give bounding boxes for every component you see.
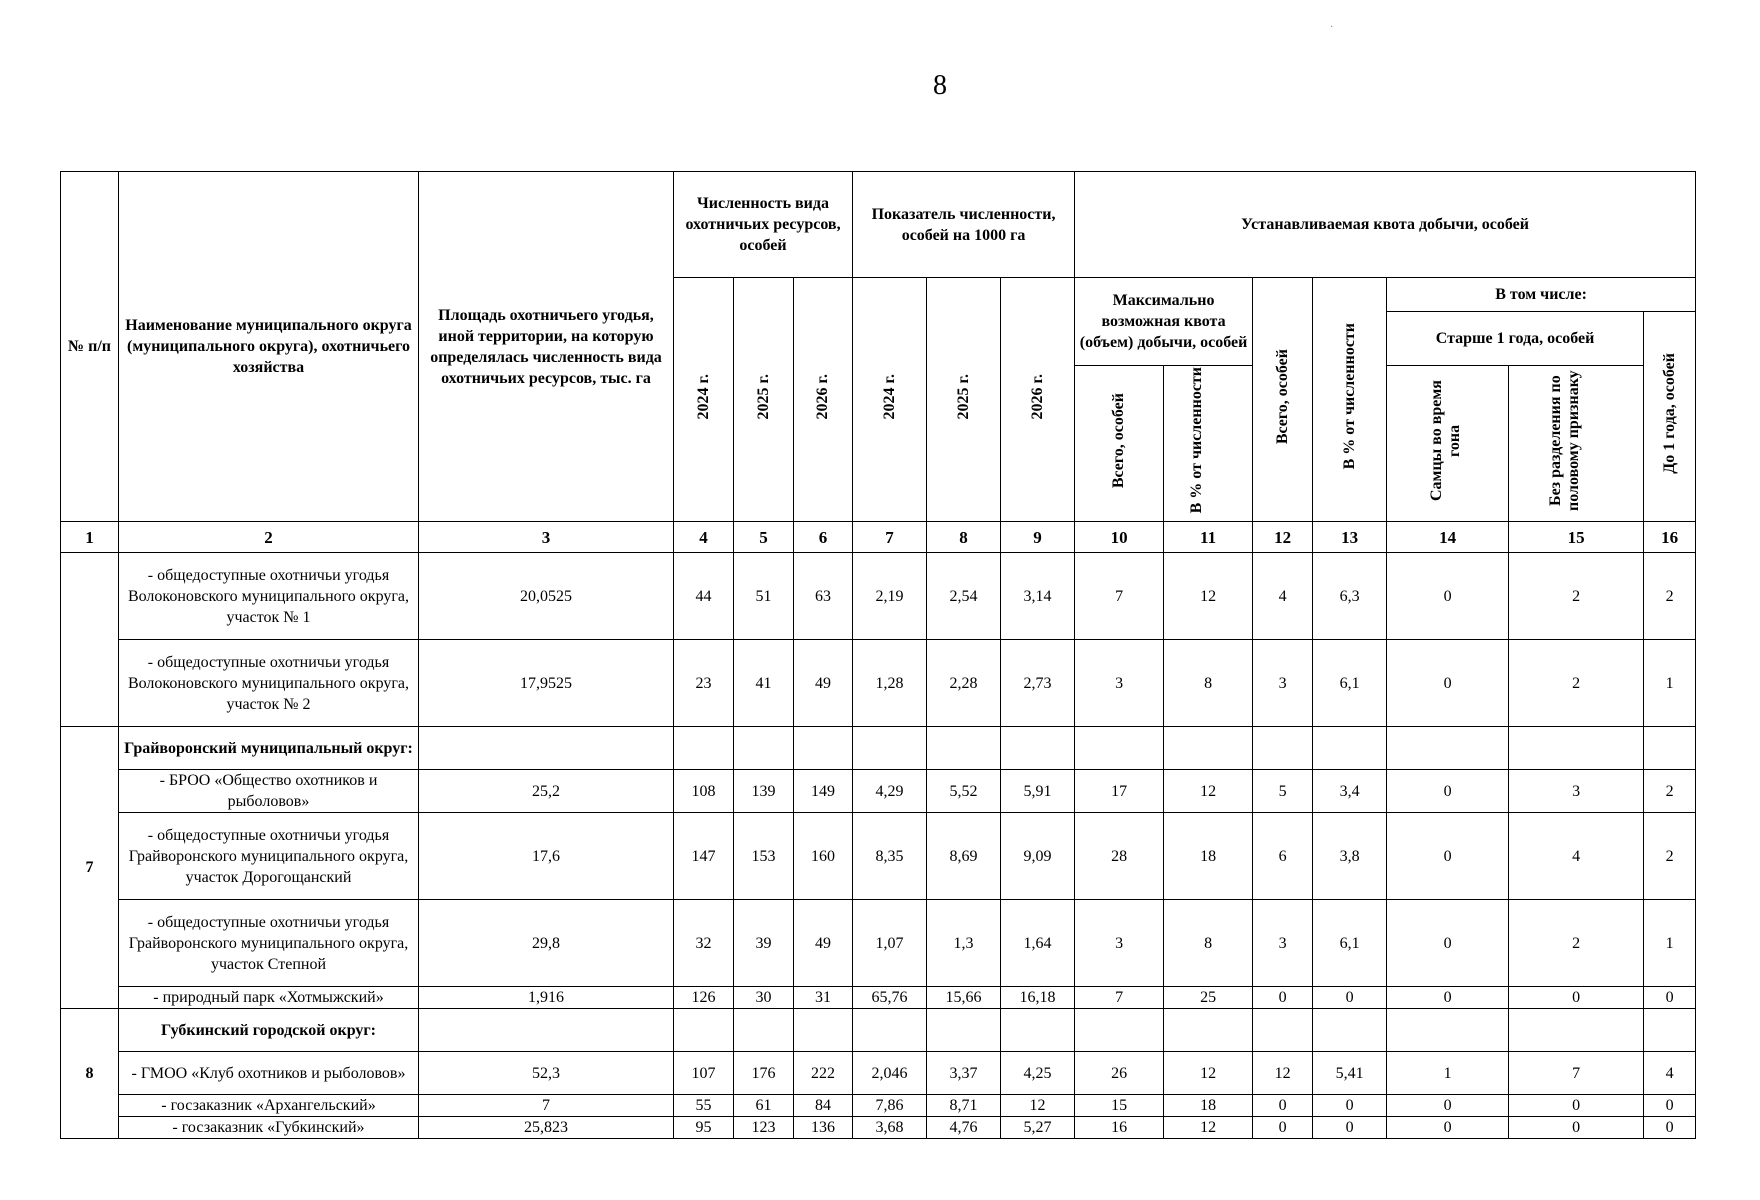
scan-speck: · [1330,22,1334,33]
cell-col-12 [1253,1009,1313,1052]
cell-col-12: 6 [1253,813,1313,900]
cell-col-12: 5 [1253,770,1313,813]
cell-col-4: 32 [674,900,734,987]
header-den-2026: 2026 г. [1001,278,1075,522]
cell-col-9: 1,64 [1001,900,1075,987]
cell-col-7: 4,29 [853,770,927,813]
cell-col-8: 8,69 [927,813,1001,900]
cell-col-8 [927,1009,1001,1052]
cell-col-4: 147 [674,813,734,900]
cell-col-15: 0 [1509,1117,1644,1139]
cell-col-6: 149 [794,770,853,813]
column-number: 6 [794,522,853,553]
table-row [61,813,1696,900]
cell-col-15: 2 [1509,640,1644,727]
cell-col-16: 2 [1644,770,1696,813]
cell-col-15: 0 [1509,987,1644,1009]
cell-col-14 [1387,1009,1509,1052]
cell-col-16: 0 [1644,1095,1696,1117]
cell-col-6: 84 [794,1095,853,1117]
header-older: Старше 1 года, особей [1387,312,1644,366]
hunting-ground-name: - госзаказник «Архангельский» [119,1095,419,1117]
cell-col-3: 29,8 [419,900,674,987]
cell-col-14: 1 [1387,1052,1509,1095]
cell-col-8: 3,37 [927,1052,1001,1095]
cell-col-8: 1,3 [927,900,1001,987]
header-name: Наименование муниципального округа (муниципального округа), охотничьего хозяйства [119,172,419,522]
cell-col-9: 12 [1001,1095,1075,1117]
cell-col-10: 26 [1075,1052,1164,1095]
hunting-ground-name: - госзаказник «Губкинский» [119,1117,419,1139]
cell-col-16: 4 [1644,1052,1696,1095]
cell-col-5: 61 [734,1095,794,1117]
cell-col-7: 7,86 [853,1095,927,1117]
cell-col-4: 108 [674,770,734,813]
cell-col-4 [674,1009,734,1052]
cell-col-12: 0 [1253,987,1313,1009]
header-pct-11: В % от численности [1164,366,1253,522]
cell-col-6: 160 [794,813,853,900]
column-number: 12 [1253,522,1313,553]
row-group-number: 8 [61,1009,119,1139]
cell-col-11: 8 [1164,900,1253,987]
header-pop-2024: 2024 г. [674,278,734,522]
cell-col-15: 4 [1509,813,1644,900]
cell-col-8: 2,54 [927,553,1001,640]
cell-col-16: 1 [1644,640,1696,727]
column-number: 1 [61,522,119,553]
table-row [61,987,1696,1009]
cell-col-11: 12 [1164,770,1253,813]
cell-col-6 [794,1009,853,1052]
cell-col-11: 12 [1164,553,1253,640]
cell-col-11: 12 [1164,1052,1253,1095]
cell-col-14: 0 [1387,1095,1509,1117]
hunting-ground-name: - ГМОО «Клуб охотников и рыболовов» [119,1052,419,1095]
cell-col-14 [1387,727,1509,770]
cell-col-4: 23 [674,640,734,727]
cell-col-9: 9,09 [1001,813,1075,900]
hunting-ground-name: - общедоступные охотничьи угодья Волоконовского муниципального округа, участок № 2 [119,640,419,727]
cell-col-11 [1164,1009,1253,1052]
cell-col-9: 5,27 [1001,1117,1075,1139]
cell-col-6: 63 [794,553,853,640]
column-number: 4 [674,522,734,553]
cell-col-15: 2 [1509,900,1644,987]
cell-col-16: 1 [1644,900,1696,987]
cell-col-9: 16,18 [1001,987,1075,1009]
cell-col-10: 7 [1075,553,1164,640]
cell-col-10: 28 [1075,813,1164,900]
cell-col-9: 5,91 [1001,770,1075,813]
table-row [61,1009,1696,1052]
cell-col-4: 107 [674,1052,734,1095]
cell-col-13: 0 [1313,1117,1387,1139]
table-row [61,770,1696,813]
cell-col-11: 8 [1164,640,1253,727]
header-males: Самцы во время гона [1387,366,1509,522]
column-number: 7 [853,522,927,553]
cell-col-11: 18 [1164,813,1253,900]
cell-col-8: 4,76 [927,1117,1001,1139]
table-row [61,640,1696,727]
header-pct-13: В % от численности [1313,278,1387,522]
table-row [61,1117,1696,1139]
cell-col-7: 8,35 [853,813,927,900]
cell-col-5: 139 [734,770,794,813]
hunting-ground-name: - БРОО «Общество охотников и рыболовов» [119,770,419,813]
hunting-ground-name: - общедоступные охотничьи угодья Грайворонского муниципального округа, участок Дорогощанский [119,813,419,900]
cell-col-6: 49 [794,640,853,727]
cell-col-12: 3 [1253,640,1313,727]
cell-col-3 [419,1009,674,1052]
table-row [61,1095,1696,1117]
cell-col-5: 123 [734,1117,794,1139]
cell-col-14: 0 [1387,640,1509,727]
cell-col-11: 18 [1164,1095,1253,1117]
cell-col-3: 7 [419,1095,674,1117]
cell-col-10: 15 [1075,1095,1164,1117]
cell-col-3: 52,3 [419,1052,674,1095]
quota-table [60,171,1696,1139]
column-number-row [61,522,1696,553]
cell-col-4: 55 [674,1095,734,1117]
cell-col-13: 6,1 [1313,640,1387,727]
cell-col-12: 3 [1253,900,1313,987]
cell-col-15 [1509,1009,1644,1052]
cell-col-11: 12 [1164,1117,1253,1139]
column-number: 14 [1387,522,1509,553]
cell-col-9: 3,14 [1001,553,1075,640]
cell-col-3: 25,2 [419,770,674,813]
cell-col-15: 2 [1509,553,1644,640]
cell-col-16 [1644,727,1696,770]
cell-col-5 [734,727,794,770]
cell-col-16: 2 [1644,813,1696,900]
cell-col-14: 0 [1387,987,1509,1009]
cell-col-6: 31 [794,987,853,1009]
table-row [61,1052,1696,1095]
column-number: 13 [1313,522,1387,553]
cell-col-7: 3,68 [853,1117,927,1139]
hunting-ground-name: - общедоступные охотничьи угодья Грайворонского муниципального округа, участок Степной [119,900,419,987]
cell-col-13: 5,41 [1313,1052,1387,1095]
column-number: 8 [927,522,1001,553]
cell-col-3: 20,0525 [419,553,674,640]
cell-col-6: 49 [794,900,853,987]
cell-col-10: 17 [1075,770,1164,813]
cell-col-7 [853,727,927,770]
cell-col-9: 4,25 [1001,1052,1075,1095]
table-row [61,553,1696,640]
cell-col-5: 41 [734,640,794,727]
cell-col-3 [419,727,674,770]
column-number: 5 [734,522,794,553]
cell-col-12: 4 [1253,553,1313,640]
cell-col-8: 2,28 [927,640,1001,727]
cell-col-5: 176 [734,1052,794,1095]
cell-col-13: 3,4 [1313,770,1387,813]
district-heading: Губкинский городской округ: [119,1009,419,1052]
cell-col-7: 1,28 [853,640,927,727]
header-pop-2025: 2025 г. [734,278,794,522]
cell-col-10 [1075,1009,1164,1052]
cell-col-9: 2,73 [1001,640,1075,727]
cell-col-16: 0 [1644,1117,1696,1139]
column-number: 15 [1509,522,1644,553]
cell-col-12: 0 [1253,1095,1313,1117]
cell-col-11: 25 [1164,987,1253,1009]
cell-col-5: 30 [734,987,794,1009]
cell-col-7: 65,76 [853,987,927,1009]
cell-col-4: 126 [674,987,734,1009]
header-population: Численность вида охотничьих ресурсов, особей [674,172,853,278]
cell-col-8: 8,71 [927,1095,1001,1117]
header-young: До 1 года, особей [1644,312,1696,522]
cell-col-8: 5,52 [927,770,1001,813]
cell-col-7: 2,046 [853,1052,927,1095]
column-number: 2 [119,522,419,553]
cell-col-13: 0 [1313,1095,1387,1117]
cell-col-7: 2,19 [853,553,927,640]
cell-col-5: 153 [734,813,794,900]
hunting-ground-name: - природный парк «Хотмыжский» [119,987,419,1009]
cell-col-15 [1509,727,1644,770]
cell-col-16: 2 [1644,553,1696,640]
cell-col-10 [1075,727,1164,770]
cell-col-15: 0 [1509,1095,1644,1117]
cell-col-7 [853,1009,927,1052]
cell-col-16: 0 [1644,987,1696,1009]
column-number: 16 [1644,522,1696,553]
cell-col-5 [734,1009,794,1052]
header-density: Показатель численности, особей на 1000 га [853,172,1075,278]
cell-col-10: 7 [1075,987,1164,1009]
cell-col-4: 44 [674,553,734,640]
cell-col-15: 3 [1509,770,1644,813]
cell-col-9 [1001,727,1075,770]
cell-col-8: 15,66 [927,987,1001,1009]
cell-col-14: 0 [1387,1117,1509,1139]
cell-col-13 [1313,1009,1387,1052]
district-heading: Грайворонский муниципальный округ: [119,727,419,770]
cell-col-8 [927,727,1001,770]
cell-col-12: 12 [1253,1052,1313,1095]
cell-col-16 [1644,1009,1696,1052]
cell-col-7: 1,07 [853,900,927,987]
header-num: № п/п [61,172,119,522]
cell-col-10: 16 [1075,1117,1164,1139]
cell-col-13: 3,8 [1313,813,1387,900]
row-group-number [61,553,119,727]
cell-col-4: 95 [674,1117,734,1139]
hunting-ground-name: - общедоступные охотничьи угодья Волоконовского муниципального округа, участок № 1 [119,553,419,640]
cell-col-10: 3 [1075,640,1164,727]
header-pop-2026: 2026 г. [794,278,853,522]
table-row [61,900,1696,987]
cell-col-3: 17,6 [419,813,674,900]
header-total-10: Всего, особей [1075,366,1164,522]
header-in-that: В том числе: [1387,278,1696,312]
cell-col-14: 0 [1387,553,1509,640]
cell-col-5: 51 [734,553,794,640]
header-den-2025: 2025 г. [927,278,1001,522]
cell-col-3: 1,916 [419,987,674,1009]
cell-col-14: 0 [1387,900,1509,987]
header-quota: Устанавливаемая квота добычи, особей [1075,172,1696,278]
table-body [61,553,1696,1139]
table-row [61,727,1696,770]
header-total-12: Всего, особей [1253,278,1313,522]
column-number: 11 [1164,522,1253,553]
cell-col-9 [1001,1009,1075,1052]
cell-col-6: 222 [794,1052,853,1095]
header-nosex: Без разделения по половому признаку [1509,366,1644,522]
cell-col-12: 0 [1253,1117,1313,1139]
cell-col-10: 3 [1075,900,1164,987]
cell-col-6: 136 [794,1117,853,1139]
cell-col-15: 7 [1509,1052,1644,1095]
cell-col-12 [1253,727,1313,770]
cell-col-14: 0 [1387,813,1509,900]
page-number: 8 [933,70,947,101]
header-area: Площадь охотничьего угодья, иной территории, на которую определялась численность вида охотничьих ресурсов, тыс. га [419,172,674,522]
column-number: 10 [1075,522,1164,553]
cell-col-13: 0 [1313,987,1387,1009]
cell-col-3: 17,9525 [419,640,674,727]
cell-col-5: 39 [734,900,794,987]
cell-col-6 [794,727,853,770]
column-number: 3 [419,522,674,553]
row-group-number: 7 [61,727,119,1009]
cell-col-13 [1313,727,1387,770]
cell-col-3: 25,823 [419,1117,674,1139]
cell-col-13: 6,3 [1313,553,1387,640]
cell-col-11 [1164,727,1253,770]
cell-col-14: 0 [1387,770,1509,813]
column-number: 9 [1001,522,1075,553]
header-max-quota: Максимально возможная квота (объем) добычи, особей [1075,278,1253,366]
cell-col-4 [674,727,734,770]
cell-col-13: 6,1 [1313,900,1387,987]
header-den-2024: 2024 г. [853,278,927,522]
